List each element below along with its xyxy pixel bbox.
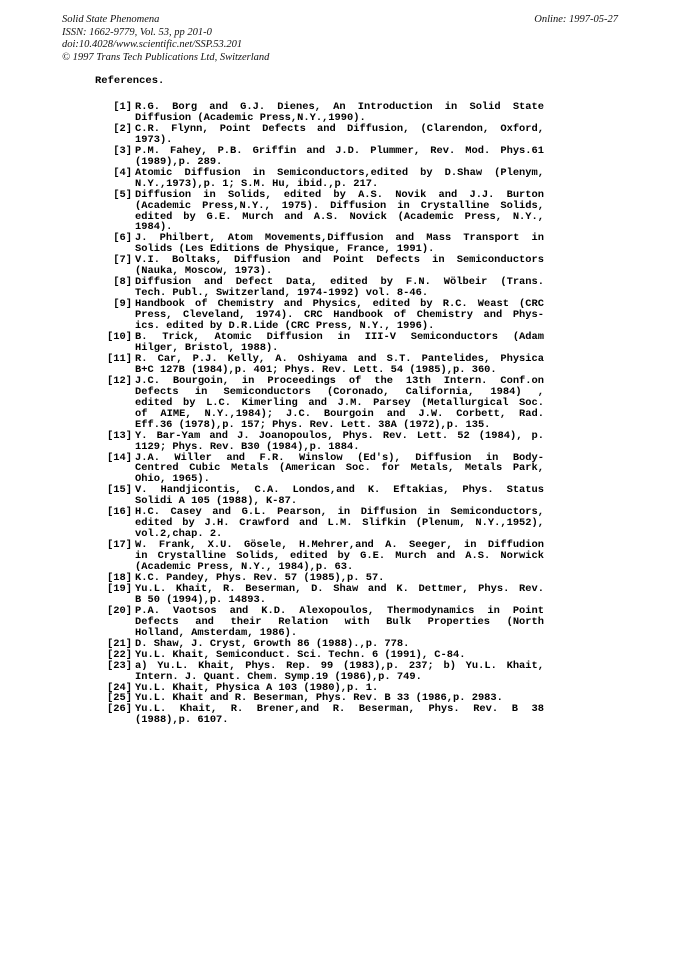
reference-item: [92, 299, 544, 332]
reference-text: [135, 168, 544, 190]
reference-line: Solids (Les Editions de Physique, France, 1991).: [135, 243, 435, 256]
reference-number: [13]: [107, 429, 132, 442]
reference-line: Y. Bar-Yam and J. Joanopoulos, Phys. Rev. Lett. 52 (1984), p.: [135, 429, 544, 442]
reference-number: [9]: [113, 298, 132, 311]
reference-line: R. Car, P.J. Kelly, A. Oshiyama and S.T. Pantelides, Physica: [135, 352, 544, 365]
reference-line: (Academic Press, N.Y., 1984),p. 63.: [135, 561, 354, 574]
reference-text: [135, 650, 544, 661]
reference-item: [92, 661, 544, 683]
reference-number: [11]: [107, 352, 132, 365]
reference-number: [1]: [113, 101, 132, 113]
reference-number: [8]: [113, 276, 132, 289]
reference-line: R.G. Borg and G.J. Dienes, An Introduction in Solid State: [135, 101, 544, 113]
reference-line: a) Yu.L. Khait, Phys. Rep. 99 (1983),p. 237; b) Yu.L. Khait,: [135, 659, 544, 672]
reference-line: (1988),p. 6107.: [135, 714, 229, 727]
reference-text: [135, 102, 544, 124]
reference-item: [92, 233, 544, 255]
reference-text: [135, 507, 544, 540]
reference-text: [135, 606, 544, 639]
reference-line: Hilger, Bristol, 1988).: [135, 341, 279, 354]
copyright-line: © 1997 Trans Tech Publications Ltd, Switzerland: [62, 51, 270, 63]
reference-line: Eff.36 (1978),p. 157; Phys. Rev. Lett. 38A (1972),p. 135.: [135, 418, 491, 431]
reference-line: J. Philbert, Atom Movements,Diffusion and Mass Transport in: [135, 232, 544, 245]
reference-text: [135, 704, 544, 726]
issn-line: ISSN: 1662-9779, Vol. 53, pp 201-0: [62, 26, 212, 38]
reference-line: Press, Cleveland, 1974). CRC Handbook of Chemistry and Phys-: [135, 309, 544, 322]
reference-line: J.C. Bourgoin, in Proceedings of the 13th Intern. Conf.on: [135, 374, 544, 387]
reference-number: [15]: [107, 484, 132, 497]
reference-item: [92, 168, 544, 190]
reference-line: Atomic Diffusion in Semiconductors,edited by D.Shaw (Plenym,: [135, 166, 544, 179]
reference-item: [92, 650, 544, 661]
references-heading: References.: [95, 75, 165, 87]
reference-line: B+C 127B (1984),p. 401; Phys. Rev. Lett. 54 (1985),p. 360.: [135, 363, 497, 376]
reference-text: [135, 431, 544, 453]
reference-item: [92, 507, 544, 540]
reference-text: [135, 146, 544, 168]
reference-text: [135, 540, 544, 573]
reference-item: [92, 332, 544, 354]
reference-item: [92, 606, 544, 639]
reference-number: [23]: [107, 659, 132, 672]
reference-item: [92, 102, 544, 124]
reference-line: Yu.L. Khait, R. Beserman, D. Shaw and K. Dettmer, Phys. Rev.: [135, 582, 544, 595]
reference-line: Handbook of Chemistry and Physics, edited by R.C. Weast (CRC: [135, 298, 544, 311]
reference-line: vol.2,chap. 2.: [135, 528, 223, 541]
journal-name: Solid State Phenomena: [62, 14, 160, 25]
reference-line: Solidi A 105 (1988), K-87.: [135, 495, 298, 508]
reference-item: [92, 277, 544, 299]
reference-line: (1989),p. 289.: [135, 155, 223, 168]
reference-line: edited by L.C. Kimerling and J.M. Parsey (Metallurgical Soc.: [135, 396, 544, 409]
reference-number: [19]: [107, 582, 132, 595]
reference-line: (Nauka, Moscow, 1973).: [135, 265, 273, 278]
reference-line: Holland, Amsterdam, 1986).: [135, 626, 298, 639]
reference-line: in Crystalline Solids, edited by G.E. Murch and A.S. Norwick: [135, 550, 544, 563]
reference-number: [17]: [107, 539, 132, 552]
reference-text: [135, 277, 544, 299]
reference-number: [7]: [113, 254, 132, 267]
reference-line: W. Frank, X.U. Gösele, H.Mehrer,and A. Seeger, in Diffudion: [135, 539, 544, 552]
reference-item: [92, 354, 544, 376]
publication-header: [62, 14, 618, 64]
reference-number: [10]: [107, 331, 132, 344]
reference-line: Yu.L. Khait, Semiconduct. Sci. Techn. 6 (1991), C-84.: [135, 648, 466, 661]
reference-item: [92, 485, 544, 507]
reference-number: [3]: [113, 144, 132, 157]
reference-item: [92, 453, 544, 486]
reference-item: [92, 376, 544, 431]
reference-text: [135, 639, 544, 650]
reference-line: (Academic Press,N.Y., 1975). Diffusion in Crystalline Solids,: [135, 199, 544, 212]
reference-text: [135, 376, 544, 431]
reference-text: [135, 661, 544, 683]
reference-line: ics. edited by D.R.Lide (CRC Press, N.Y., 1996).: [135, 320, 435, 333]
reference-line: Diffusion in Solids, edited by A.S. Novik and J.J. Burton: [135, 188, 544, 201]
reference-line: 1984).: [135, 221, 173, 234]
reference-text: [135, 584, 544, 606]
reference-line: B. Trick, Atomic Diffusion in III-V Semiconductors (Adam: [135, 331, 544, 344]
reference-text: [135, 354, 544, 376]
reference-item: [92, 639, 544, 650]
reference-item: [92, 124, 544, 146]
reference-line: edited by J.H. Crawford and L.M. Slifkin (Plenum, N.Y.,1952),: [135, 517, 544, 530]
reference-line: Defects and their Relation with Bulk Properties (North: [135, 615, 544, 628]
reference-line: Diffusion and Defect Data, edited by F.N. Wölbeir (Trans.: [135, 276, 544, 289]
reference-line: C.R. Flynn, Point Defects and Diffusion, (Clarendon, Oxford,: [135, 122, 544, 135]
reference-text: [135, 453, 544, 486]
reference-number: [22]: [107, 648, 132, 661]
reference-line: P.A. Vaotsos and K.D. Alexopoulos, Thermodynamics in Point: [135, 604, 544, 617]
reference-number: [21]: [107, 637, 132, 650]
reference-text: [135, 255, 544, 277]
reference-line: H.C. Casey and G.L. Pearson, in Diffusion in Semiconductors,: [135, 506, 544, 519]
reference-line: P.M. Fahey, P.B. Griffin and J.D. Plummer, Rev. Mod. Phys.61: [135, 144, 544, 157]
reference-line: K.C. Pandey, Phys. Rev. 57 (1985),p. 57.: [135, 571, 385, 584]
reference-number: [25]: [107, 692, 132, 705]
reference-line: Yu.L. Khait and R. Beserman, Phys. Rev. B 33 (1986,p. 2983.: [135, 692, 503, 705]
reference-item: [92, 704, 544, 726]
reference-number: [14]: [107, 451, 132, 464]
reference-line: Yu.L. Khait, R. Brener,and R. Beserman, Phys. Rev. B 38: [135, 703, 544, 716]
reference-number: [20]: [107, 604, 132, 617]
reference-line: of AIME, N.Y.,1984); J.C. Bourgoin and J.W. Corbett, Rad.: [135, 407, 544, 420]
reference-item: [92, 431, 544, 453]
reference-item: [92, 540, 544, 573]
reference-text: [135, 299, 544, 332]
reference-line: Diffusion (Academic Press,N.Y.,1990).: [135, 111, 366, 124]
reference-number: [5]: [113, 188, 132, 201]
doi-line: doi:10.4028/www.scientific.net/SSP.53.201: [62, 39, 243, 50]
reference-item: [92, 190, 544, 234]
reference-item: [92, 584, 544, 606]
reference-text: [135, 233, 544, 255]
reference-line: B 50 (1994),p. 14893.: [135, 593, 266, 606]
reference-line: 1129; Phys. Rev. B30 (1984),p. 1884.: [135, 440, 360, 453]
reference-line: edited by G.E. Murch and A.S. Novick (Academic Press, N.Y.,: [135, 210, 544, 223]
reference-line: D. Shaw, J. Cryst, Growth 86 (1988).,p. 778.: [135, 637, 410, 650]
reference-line: Yu.L. Khait, Physica A 103 (1980),p. 1.: [135, 681, 379, 694]
reference-number: [12]: [107, 374, 132, 387]
reference-number: [6]: [113, 232, 132, 245]
reference-line: Ohio, 1965).: [135, 473, 210, 486]
reference-number: [24]: [107, 681, 132, 694]
reference-text: [135, 332, 544, 354]
reference-line: 1973).: [135, 133, 173, 146]
reference-item: [92, 146, 544, 168]
reference-text: [135, 485, 544, 507]
reference-line: J.A. Willer and F.R. Winslow (Ed's), Diffusion in Body-: [135, 451, 544, 464]
reference-line: Centred Cubic Metals (American Soc. for Metals, Metals Park,: [135, 462, 544, 475]
reference-text: [135, 190, 544, 234]
reference-line: Intern. J. Quant. Chem. Symp.19 (1986),p. 749.: [135, 670, 422, 683]
reference-number: [26]: [107, 703, 132, 716]
reference-line: Tech. Publ., Switzerland, 1974-1992) vol. 8-46.: [135, 287, 429, 300]
reference-list: [92, 102, 544, 726]
reference-line: Defects in Semiconductors (Coronado, California, 1984) ,: [135, 385, 544, 398]
reference-line: N.Y.,1973),p. 1; S.M. Hu, ibid.,p. 217.: [135, 177, 379, 190]
reference-number: [2]: [113, 122, 132, 135]
online-date: Online: 1997-05-27: [534, 14, 618, 25]
reference-line: V.I. Boltaks, Diffusion and Point Defects in Semiconductors: [135, 254, 544, 267]
reference-number: [16]: [107, 506, 132, 519]
reference-text: [135, 124, 544, 146]
reference-line: V. Handjicontis, C.A. Londos,and K. Eftakias, Phys. Status: [135, 484, 544, 497]
reference-number: [18]: [107, 571, 132, 584]
reference-number: [4]: [113, 166, 132, 179]
reference-item: [92, 255, 544, 277]
